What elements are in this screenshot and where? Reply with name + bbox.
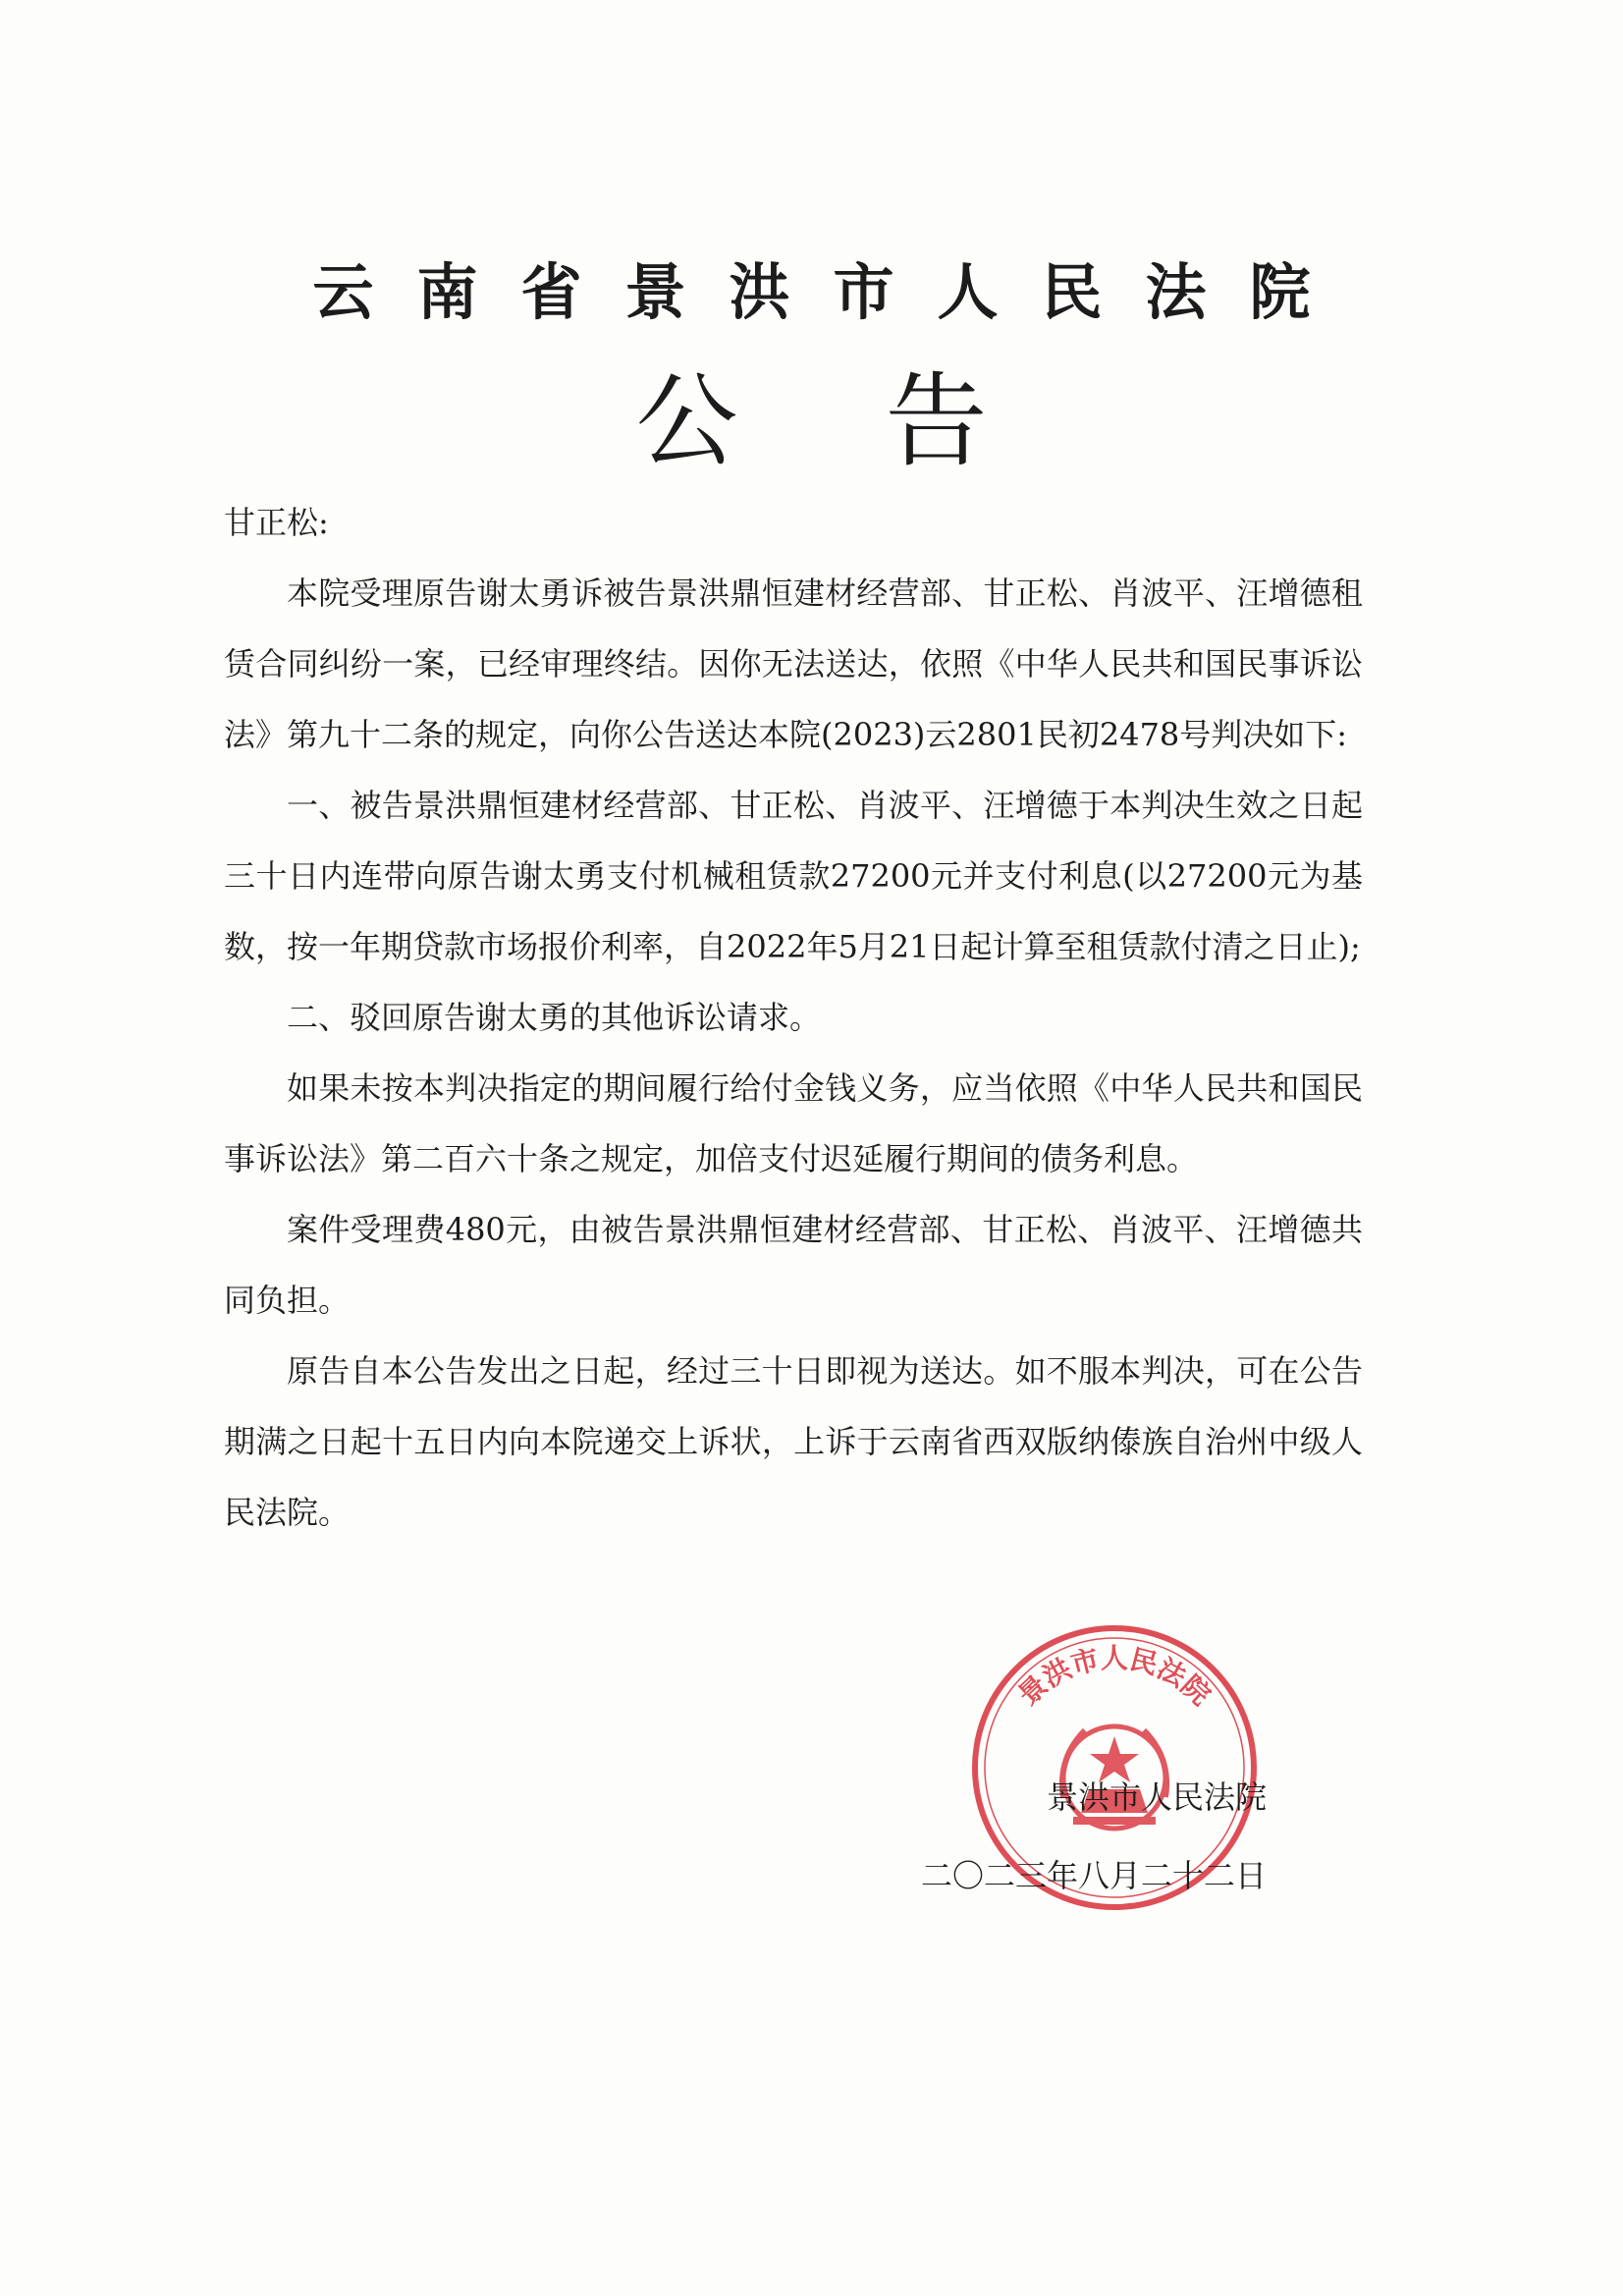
notice-body (224, 487, 1363, 1548)
signature-date: 二〇二三年八月二十二日 (920, 1857, 1267, 1894)
signature-block (0, 1758, 1267, 1915)
paragraph-judgment-item-1: 一、被告景洪鼎恒建材经营部、甘正松、肖波平、汪增德于本判决生效之日起三十日内连带向原告谢太勇支付机械租赁款27200元并支付利息(以27200元为基数，按一年期贷款市场报价利率，自2022年5月21日起计算至租赁款付清之日止); (224, 787, 1363, 965)
seal-text: 景洪市人民法院 (1011, 1642, 1217, 1712)
document-title: 公告 (635, 361, 1135, 481)
paragraph-case-fee: 案件受理费480元，由被告景洪鼎恒建材经营部、甘正松、肖波平、汪增德共同负担。 (224, 1211, 1363, 1319)
court-name-heading: 云南省景洪市人民法院 (312, 256, 1354, 328)
paragraph-judgment-item-2: 二、驳回原告谢太勇的其他诉讼请求。 (287, 999, 822, 1036)
paragraph-service-appeal: 原告自本公告发出之日起，经过三十日即视为送达。如不服本判决，可在公告期满之日起十五日内向本院递交上诉状，上诉于云南省西双版纳傣族自治州中级人民法院。 (224, 1352, 1363, 1531)
paragraph-case-intro: 本院受理原告谢太勇诉被告景洪鼎恒建材经营部、甘正松、肖波平、汪增德租赁合同纠纷一案，已经审理终结。因你无法送达，依照《中华人民共和国民事诉讼法》第九十二条的规定，向你公告送达本院(2023)云2801民初2478号判决如下: (224, 574, 1363, 753)
signature-court: 景洪市人民法院 (1046, 1778, 1267, 1816)
paragraph-delay-interest: 如果未按本判决指定的期间履行给付金钱义务，应当依照《中华人民共和国民事诉讼法》第二百六十条之规定，加倍支付迟延履行期间的债务利息。 (224, 1069, 1363, 1177)
addressee: 甘正松: (224, 504, 329, 541)
